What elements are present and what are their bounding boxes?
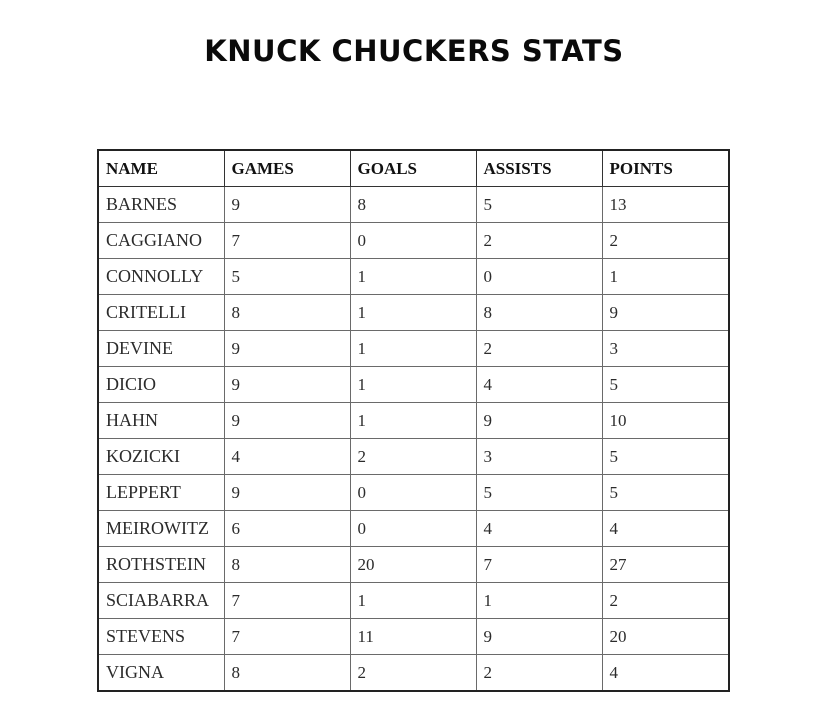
cell-games: 6 — [224, 511, 350, 547]
cell-points: 5 — [602, 367, 729, 403]
header-assists: ASSISTS — [476, 150, 602, 187]
table-row — [98, 619, 729, 655]
cell-assists: 0 — [476, 259, 602, 295]
cell-points: 9 — [602, 295, 729, 331]
cell-goals: 0 — [350, 223, 476, 259]
cell-goals: 11 — [350, 619, 476, 655]
cell-points: 2 — [602, 223, 729, 259]
cell-assists: 9 — [476, 619, 602, 655]
cell-games: 9 — [224, 475, 350, 511]
table-row — [98, 475, 729, 511]
header-name: NAME — [98, 150, 224, 187]
cell-goals: 0 — [350, 475, 476, 511]
cell-points: 20 — [602, 619, 729, 655]
cell-games: 9 — [224, 403, 350, 439]
cell-assists: 1 — [476, 583, 602, 619]
cell-name: CAGGIANO — [98, 223, 224, 259]
cell-assists: 9 — [476, 403, 602, 439]
cell-name: CONNOLLY — [98, 259, 224, 295]
cell-goals: 1 — [350, 367, 476, 403]
cell-goals: 0 — [350, 511, 476, 547]
cell-goals: 8 — [350, 187, 476, 223]
cell-goals: 1 — [350, 331, 476, 367]
table-row — [98, 403, 729, 439]
cell-goals: 2 — [350, 439, 476, 475]
cell-points: 5 — [602, 439, 729, 475]
cell-assists: 5 — [476, 187, 602, 223]
table-row — [98, 655, 729, 692]
header-games: GAMES — [224, 150, 350, 187]
cell-points: 4 — [602, 655, 729, 692]
header-points: POINTS — [602, 150, 729, 187]
cell-points: 27 — [602, 547, 729, 583]
cell-name: DEVINE — [98, 331, 224, 367]
table-row — [98, 439, 729, 475]
table-row — [98, 223, 729, 259]
cell-goals: 1 — [350, 259, 476, 295]
table-row — [98, 583, 729, 619]
cell-games: 9 — [224, 331, 350, 367]
cell-games: 9 — [224, 367, 350, 403]
table-row — [98, 295, 729, 331]
cell-goals: 1 — [350, 295, 476, 331]
cell-name: DICIO — [98, 367, 224, 403]
stats-table-header — [98, 150, 729, 187]
cell-name: BARNES — [98, 187, 224, 223]
cell-goals: 1 — [350, 403, 476, 439]
cell-assists: 3 — [476, 439, 602, 475]
cell-games: 8 — [224, 655, 350, 692]
table-row — [98, 547, 729, 583]
table-row — [98, 511, 729, 547]
cell-points: 13 — [602, 187, 729, 223]
cell-games: 4 — [224, 439, 350, 475]
cell-name: MEIROWITZ — [98, 511, 224, 547]
table-row — [98, 367, 729, 403]
table-row — [98, 187, 729, 223]
cell-name: HAHN — [98, 403, 224, 439]
cell-goals: 20 — [350, 547, 476, 583]
cell-name: VIGNA — [98, 655, 224, 692]
page-title: KNUCK CHUCKERS STATS — [204, 34, 624, 68]
cell-assists: 4 — [476, 511, 602, 547]
cell-name: CRITELLI — [98, 295, 224, 331]
cell-name: ROTHSTEIN — [98, 547, 224, 583]
cell-points: 2 — [602, 583, 729, 619]
cell-games: 7 — [224, 223, 350, 259]
cell-assists: 8 — [476, 295, 602, 331]
cell-games: 8 — [224, 547, 350, 583]
cell-games: 9 — [224, 187, 350, 223]
cell-points: 5 — [602, 475, 729, 511]
cell-name: KOZICKI — [98, 439, 224, 475]
cell-assists: 2 — [476, 331, 602, 367]
cell-points: 10 — [602, 403, 729, 439]
cell-games: 7 — [224, 619, 350, 655]
cell-goals: 1 — [350, 583, 476, 619]
cell-assists: 2 — [476, 655, 602, 692]
cell-points: 4 — [602, 511, 729, 547]
cell-games: 5 — [224, 259, 350, 295]
cell-games: 8 — [224, 295, 350, 331]
stats-table — [97, 149, 730, 692]
table-row — [98, 331, 729, 367]
cell-assists: 7 — [476, 547, 602, 583]
cell-goals: 2 — [350, 655, 476, 692]
cell-assists: 4 — [476, 367, 602, 403]
header-row — [98, 150, 729, 187]
stats-table-body — [98, 187, 729, 692]
table-row — [98, 259, 729, 295]
cell-name: LEPPERT — [98, 475, 224, 511]
cell-name: SCIABARRA — [98, 583, 224, 619]
cell-games: 7 — [224, 583, 350, 619]
cell-name: STEVENS — [98, 619, 224, 655]
cell-points: 3 — [602, 331, 729, 367]
cell-assists: 2 — [476, 223, 602, 259]
cell-points: 1 — [602, 259, 729, 295]
header-goals: GOALS — [350, 150, 476, 187]
cell-assists: 5 — [476, 475, 602, 511]
